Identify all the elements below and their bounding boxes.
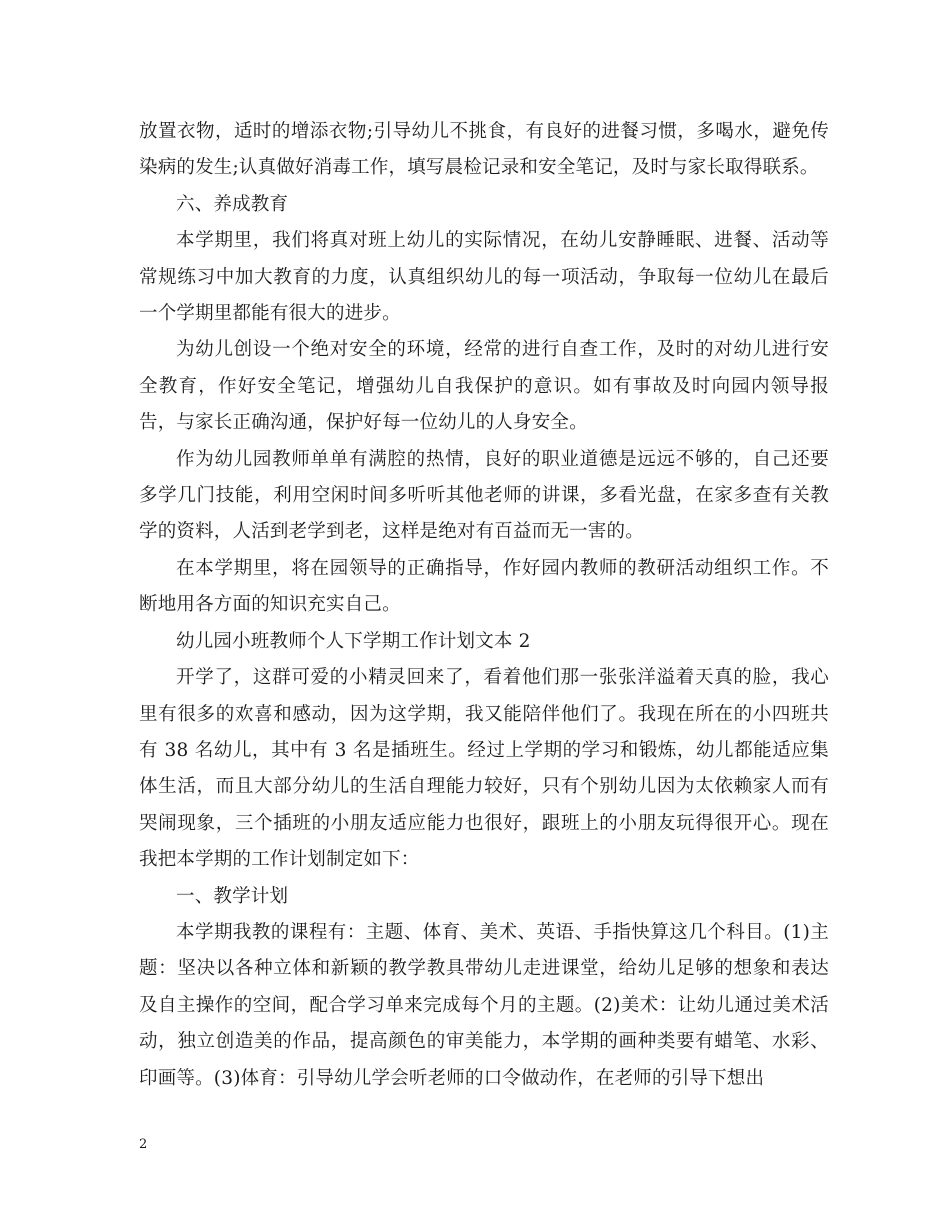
paragraph-routine-training: 本学期里，我们将真对班上幼儿的实际情况，在幼儿安静睡眠、进餐、活动等常规练习中加大教育的力度，认真组织幼儿的每一项活动，争取每一位幼儿在最后一个学期里都能有很大的进步。 — [139, 230, 829, 325]
paragraph-teacher-skills: 作为幼儿园教师单单有满腔的热情，良好的职业道德是远远不够的，自己还要多学几门技能，利用空闲时间多听听其他老师的讲课，多看光盘，在家多查有关教学的资料，人活到老学到老，这样是绝对有百益而无一害的。 — [139, 448, 829, 543]
paragraph-safety-environment: 为幼儿创设一个绝对安全的环境，经常的进行自查工作，及时的对幼儿进行安全教育，作好安全笔记，增强幼儿自我保护的意识。如有事故及时向园内领导报告，与家长正确沟通，保护好每一位幼儿的人身安全。 — [139, 339, 829, 434]
paragraph-courses: 本学期我教的课程有：主题、体育、美术、英语、手指快算这几个科目。(1)主题：坚决以各种立体和新颖的教学教具带幼儿走进课堂，给幼儿足够的想象和表达及自主操作的空间，配合学习单来完成每个月的主题。(2)美术：让幼儿通过美术活动，独立创造美的作品，提高颜色的审美能力，本学期的画种类要有蜡笔、水彩、印画等。(3)体育：引导幼儿学会听老师的口令做动作，在老师的引导下想出 — [139, 921, 829, 1089]
section-heading-habit-education: 六、养成教育 — [176, 193, 289, 215]
document-body — [139, 114, 829, 1097]
document-subtitle: 幼儿园小班教师个人下学期工作计划文本 2 — [176, 630, 531, 652]
section-heading-teaching-plan: 一、教学计划 — [176, 885, 289, 907]
paragraph-class-overview: 开学了，这群可爱的小精灵回来了，看着他们那一张张洋溢着天真的脸，我心里有很多的欢喜和感动，因为这学期，我又能陪伴他们了。我现在所在的小四班共有 38 名幼儿，其中有 3 名是插班生。经过上学期的学习和锻炼，幼儿都能适应集体生活，而且大部分幼儿的生活自理能力较好，只有个别幼儿因为太依赖家人而有哭闹现象，三个插班的小朋友适应能力也很好，跟班上的小朋友玩得很开心。现在我把本学期的工作计划制定如下： — [139, 667, 829, 871]
paragraph-hygiene-continued: 放置衣物，适时的增添衣物;引导幼儿不挑食，有良好的进餐习惯，多喝水，避免传染病的发生;认真做好消毒工作，填写晨检记录和安全笔记，及时与家长取得联系。 — [139, 121, 829, 179]
page-number: 2 — [139, 1137, 148, 1152]
paragraph-teaching-research: 在本学期里，将在园领导的正确指导，作好园内教师的教研活动组织工作。不断地用各方面的知识充实自己。 — [139, 557, 829, 616]
